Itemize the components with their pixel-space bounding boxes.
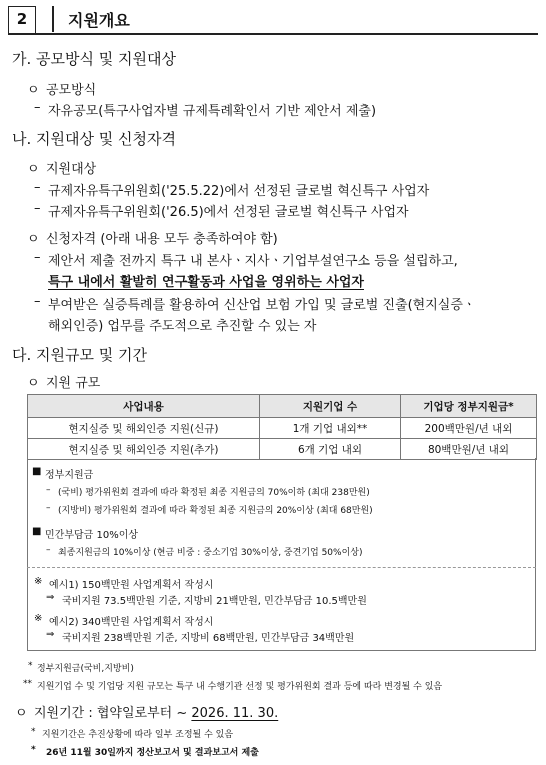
period-note-adjust: 지원기간은 추진상황에 따라 일부 조정될 수 있음 bbox=[42, 730, 234, 740]
asterisk-mark: ** bbox=[23, 679, 32, 689]
bullet-support-target: 지원대상 bbox=[46, 162, 97, 177]
dash-icon: – bbox=[34, 100, 41, 115]
square-bullet-icon: ■ bbox=[32, 526, 42, 537]
section-number-box: 2 bbox=[8, 6, 36, 34]
dash-icon: – bbox=[46, 545, 51, 555]
dash-special-case: 부여받은 실증특례를 활용하여 신산업 보험 가입 및 글로벌 진출(현지실증ㆍ bbox=[48, 298, 476, 313]
footnote-gov-funds: 정부지원금(국비,지방비) bbox=[37, 664, 134, 674]
section-title: 지원개요 bbox=[68, 11, 130, 30]
table-cell: 80백만원/년 내외 bbox=[401, 439, 537, 460]
table-row bbox=[28, 439, 537, 460]
dash-icon: – bbox=[34, 294, 41, 309]
dash-icon: – bbox=[46, 485, 51, 495]
example1-title: 예시1) 150백만원 사업계획서 작성시 bbox=[49, 580, 214, 591]
dash-icon: – bbox=[34, 250, 41, 265]
reference-mark-icon: ※ bbox=[34, 576, 43, 587]
table-cell: 현지실증 및 해외인증 지원(추가) bbox=[28, 439, 260, 460]
dash-icon: – bbox=[34, 180, 41, 195]
support-table bbox=[27, 394, 537, 460]
bullet-recruit-method: 공모방식 bbox=[46, 83, 97, 98]
note-private-title: 민간부담금 10%이상 bbox=[45, 530, 139, 541]
asterisk-mark: * bbox=[28, 661, 33, 671]
dash-establish: 제안서 제출 전까지 특구 내 본사ㆍ지사ㆍ기업부설연구소 등을 설립하고, bbox=[48, 254, 458, 269]
period-date: 2026. 11. 30. bbox=[191, 706, 279, 721]
table-cell: 1개 기업 내외** bbox=[260, 418, 401, 439]
table-row bbox=[28, 418, 537, 439]
dash-icon: – bbox=[34, 201, 41, 216]
circle-bullet-icon: ㅇ bbox=[27, 83, 40, 98]
note-gov-title: 정부지원금 bbox=[45, 470, 94, 481]
table-cell: 6개 기업 내외 bbox=[260, 439, 401, 460]
example2-detail: 국비지원 238백만원 기준, 지방비 68백만원, 민간부담금 34백만원 bbox=[62, 633, 355, 644]
note-private-detail: 최종지원금의 10%이상 (현금 비중 : 중소기업 30%이상, 중견기업 50%이상) bbox=[58, 548, 363, 558]
period-note-report: 26년 11월 30일까지 정산보고서 및 결과보고서 제출 bbox=[46, 748, 259, 758]
table-cell: 200백만원/년 내외 bbox=[401, 418, 537, 439]
dash-establish-emphasis: 특구 내에서 활발히 연구활동과 사업을 영위하는 사업자 bbox=[48, 275, 364, 290]
header-divider bbox=[52, 6, 54, 32]
footnote-change: 지원기업 수 및 기업당 지원 규모는 특구 내 수행기관 선정 및 평가위원회 결과 등에 따라 변경될 수 있음 bbox=[37, 682, 443, 692]
note-gov-national: (국비) 평가위원회 결과에 따라 확정된 최종 지원금의 70%이하 (최대 238만원) bbox=[58, 488, 370, 498]
example2-title: 예시2) 340백만원 사업계획서 작성시 bbox=[49, 617, 214, 628]
heading-ga: 가. 공모방식 및 지원대상 bbox=[12, 50, 176, 68]
table-header-row bbox=[28, 395, 537, 418]
dash-free-recruit: 자유공모(특구사업자별 규제특례확인서 기반 제안서 제출) bbox=[48, 104, 377, 119]
arrow-icon: ⇒ bbox=[46, 629, 55, 640]
square-bullet-icon: ■ bbox=[32, 466, 42, 477]
circle-bullet-icon: ㅇ bbox=[27, 162, 40, 177]
table-header: 사업내용 bbox=[28, 395, 260, 418]
dash-target-25: 규제자유특구위원회('25.5.22)에서 선정된 글로벌 혁신특구 사업자 bbox=[48, 184, 430, 199]
header-underline bbox=[8, 33, 538, 35]
table-cell: 현지실증 및 해외인증 지원(신규) bbox=[28, 418, 260, 439]
arrow-icon: ⇒ bbox=[46, 592, 55, 603]
circle-bullet-icon: ㅇ bbox=[27, 376, 40, 391]
reference-mark-icon: ※ bbox=[34, 613, 43, 624]
circle-bullet-icon: ㅇ bbox=[15, 706, 28, 721]
notes-separator bbox=[27, 567, 536, 568]
asterisk-mark: * bbox=[31, 727, 36, 737]
bullet-support-scale: 지원 규모 bbox=[46, 376, 101, 391]
example1-detail: 국비지원 73.5백만원 기준, 지방비 21백만원, 민간부담금 10.5백만원 bbox=[62, 596, 367, 607]
period-label: 지원기간 : 협약일로부터 ~ bbox=[34, 706, 192, 721]
circle-bullet-icon: ㅇ bbox=[27, 232, 40, 247]
bullet-eligibility: 신청자격 (아래 내용 모두 충족하여야 함) bbox=[46, 232, 278, 247]
table-header: 기업당 정부지원금* bbox=[401, 395, 537, 418]
period-line bbox=[34, 702, 278, 721]
heading-da: 다. 지원규모 및 기간 bbox=[12, 346, 147, 364]
heading-na: 나. 지원대상 및 신청자격 bbox=[12, 130, 176, 148]
note-gov-local: (지방비) 평가위원회 결과에 따라 확정된 최종 지원금의 20%이상 (최대 68만원) bbox=[58, 506, 373, 516]
dash-icon: – bbox=[46, 503, 51, 513]
dash-target-26: 규제자유특구위원회('26.5)에서 선정된 글로벌 혁신특구 사업자 bbox=[48, 205, 409, 220]
table-header: 지원기업 수 bbox=[260, 395, 401, 418]
dash-special-case-cont: 해외인증) 업무를 주도적으로 추진할 수 있는 자 bbox=[48, 319, 317, 334]
asterisk-mark: * bbox=[31, 745, 36, 755]
